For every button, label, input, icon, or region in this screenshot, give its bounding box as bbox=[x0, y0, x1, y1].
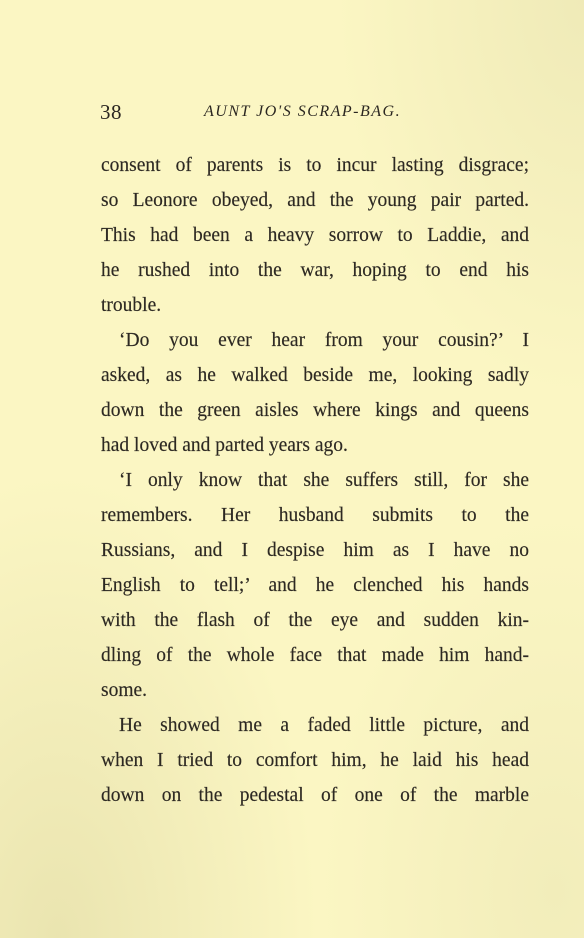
text-line: ‘Do you ever hear from your cousin?’ I bbox=[119, 330, 529, 351]
page-header bbox=[100, 100, 530, 130]
paragraph bbox=[101, 708, 529, 813]
text-line: when I tried to comfort him, he laid his head bbox=[101, 750, 529, 771]
paragraph bbox=[101, 323, 529, 463]
text-line: This had been a heavy sorrow to Laddie, and bbox=[101, 225, 529, 246]
text-line: He showed me a faded little picture, and bbox=[119, 715, 529, 736]
text-line: Russians, and I despise him as I have no bbox=[101, 540, 529, 561]
text-line: so Leonore obeyed, and the young pair parted. bbox=[101, 190, 529, 211]
text-line: consent of parents is to incur lasting disgrace; bbox=[101, 155, 529, 176]
text-line: had loved and parted years ago. bbox=[101, 435, 348, 456]
text-line: some. bbox=[101, 680, 148, 701]
text-line: ‘I only know that she suffers still, for she bbox=[119, 470, 529, 491]
body-text bbox=[101, 148, 529, 813]
text-line: down on the pedestal of one of the marble bbox=[101, 785, 529, 806]
text-line: trouble. bbox=[101, 295, 162, 316]
text-line: English to tell;’ and he clenched his hands bbox=[101, 575, 529, 596]
text-line: remembers. Her husband submits to the bbox=[101, 505, 529, 526]
text-line: down the green aisles where kings and queens bbox=[101, 400, 529, 421]
paragraph bbox=[101, 148, 529, 323]
text-line: dling of the whole face that made him hand- bbox=[101, 645, 529, 666]
text-line: with the flash of the eye and sudden kin- bbox=[101, 610, 529, 631]
text-line: he rushed into the war, hoping to end his bbox=[101, 260, 529, 281]
text-line: asked, as he walked beside me, looking sadly bbox=[101, 365, 529, 386]
page-number: 38 bbox=[100, 100, 122, 124]
paragraph bbox=[101, 463, 529, 708]
running-title: AUNT JO'S SCRAP-BAG. bbox=[204, 103, 402, 120]
